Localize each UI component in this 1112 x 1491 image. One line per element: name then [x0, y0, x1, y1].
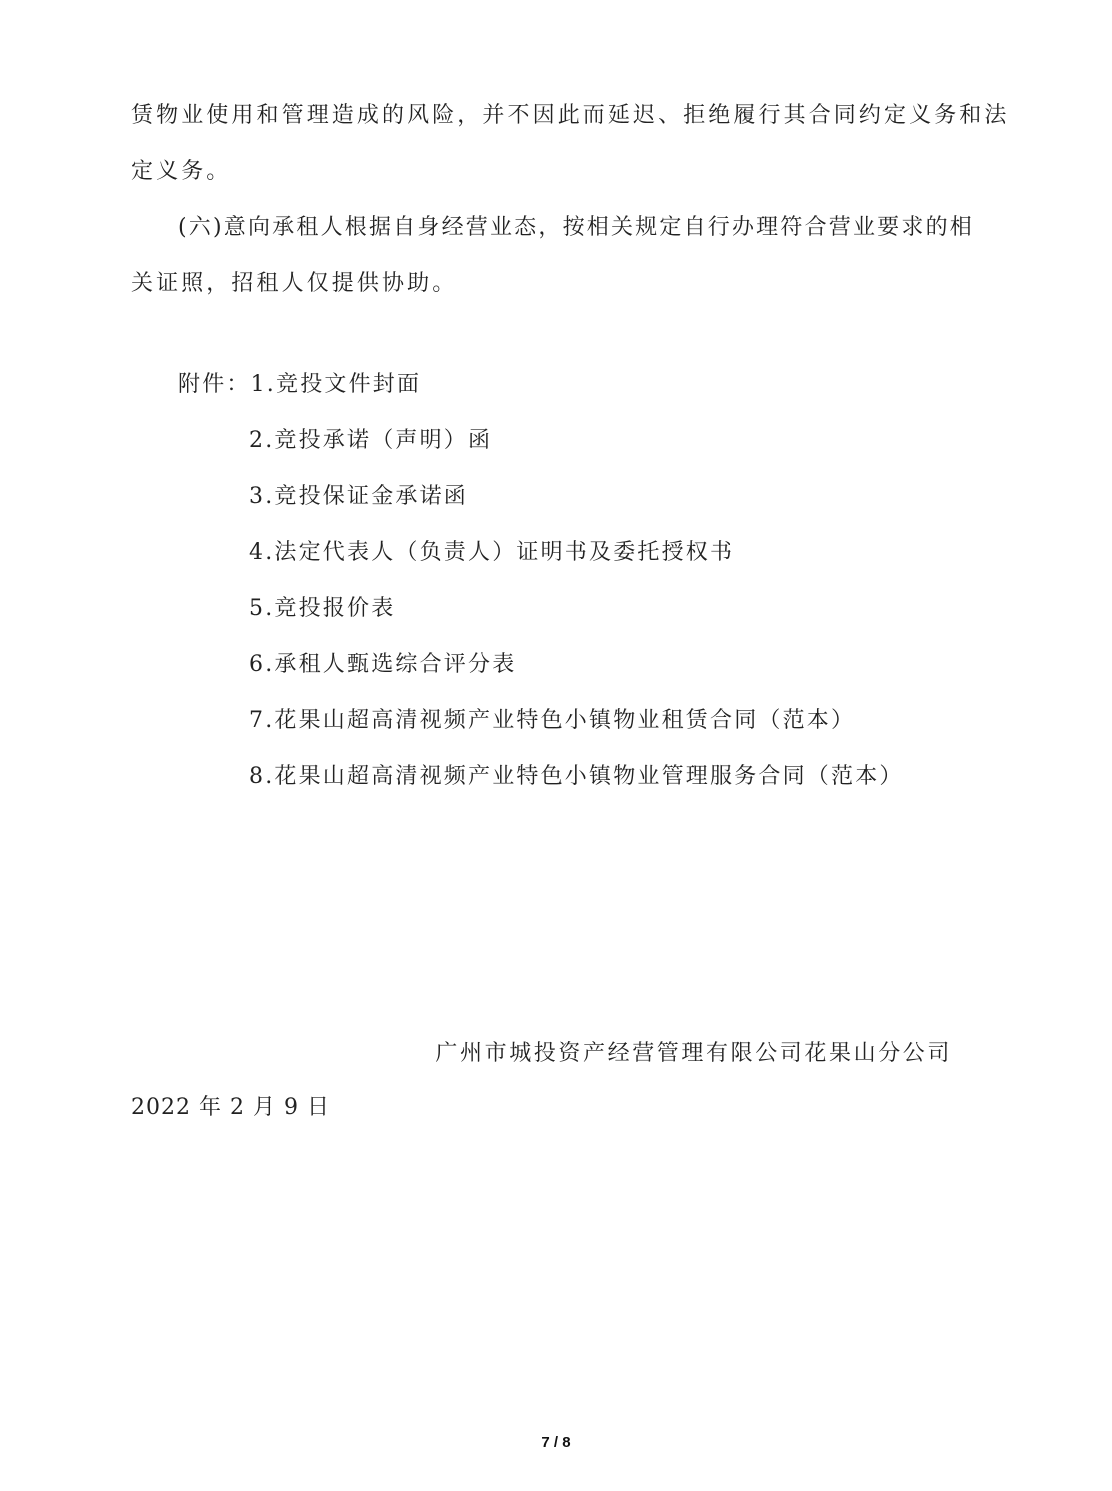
attachment-item-1: 1.竞投文件封面: [250, 372, 422, 397]
attachment-label: 附件：: [178, 372, 251, 397]
page-number: 7 / 8: [541, 1434, 571, 1451]
attachment-item-8: 8.花果山超高清视频产业特色小镇物业管理服务合同（范本）: [249, 764, 904, 789]
signature-company: 广州市城投资产经营管理有限公司花果山分公司: [435, 1041, 952, 1066]
attachment-item-4: 4.法定代表人（负责人）证明书及委托授权书: [249, 540, 735, 565]
attachment-item-5: 5.竞投报价表: [249, 596, 396, 621]
body-paragraph-line-1: 赁物业使用和管理造成的风险，并不因此而延迟、拒绝履行其合同约定义务和法: [131, 103, 1010, 128]
attachment-item-2: 2.竞投承诺（声明）函: [249, 428, 493, 453]
body-paragraph-line-2: 定义务。: [131, 159, 232, 184]
attachment-list: [178, 370, 421, 400]
signature-date: 2022 年 2 月 9 日: [131, 1095, 330, 1120]
attachment-item-7: 7.花果山超高清视频产业特色小镇物业租赁合同（范本）: [249, 708, 856, 733]
attachment-item-6: 6.承租人甄选综合评分表: [249, 652, 517, 677]
attachment-item-3: 3.竞投保证金承诺函: [249, 484, 468, 509]
body-paragraph-line-4: 关证照，招租人仅提供协助。: [131, 271, 458, 296]
body-paragraph-line-3: (六)意向承租人根据自身经营业态，按相关规定自行办理符合营业要求的相: [178, 215, 974, 240]
